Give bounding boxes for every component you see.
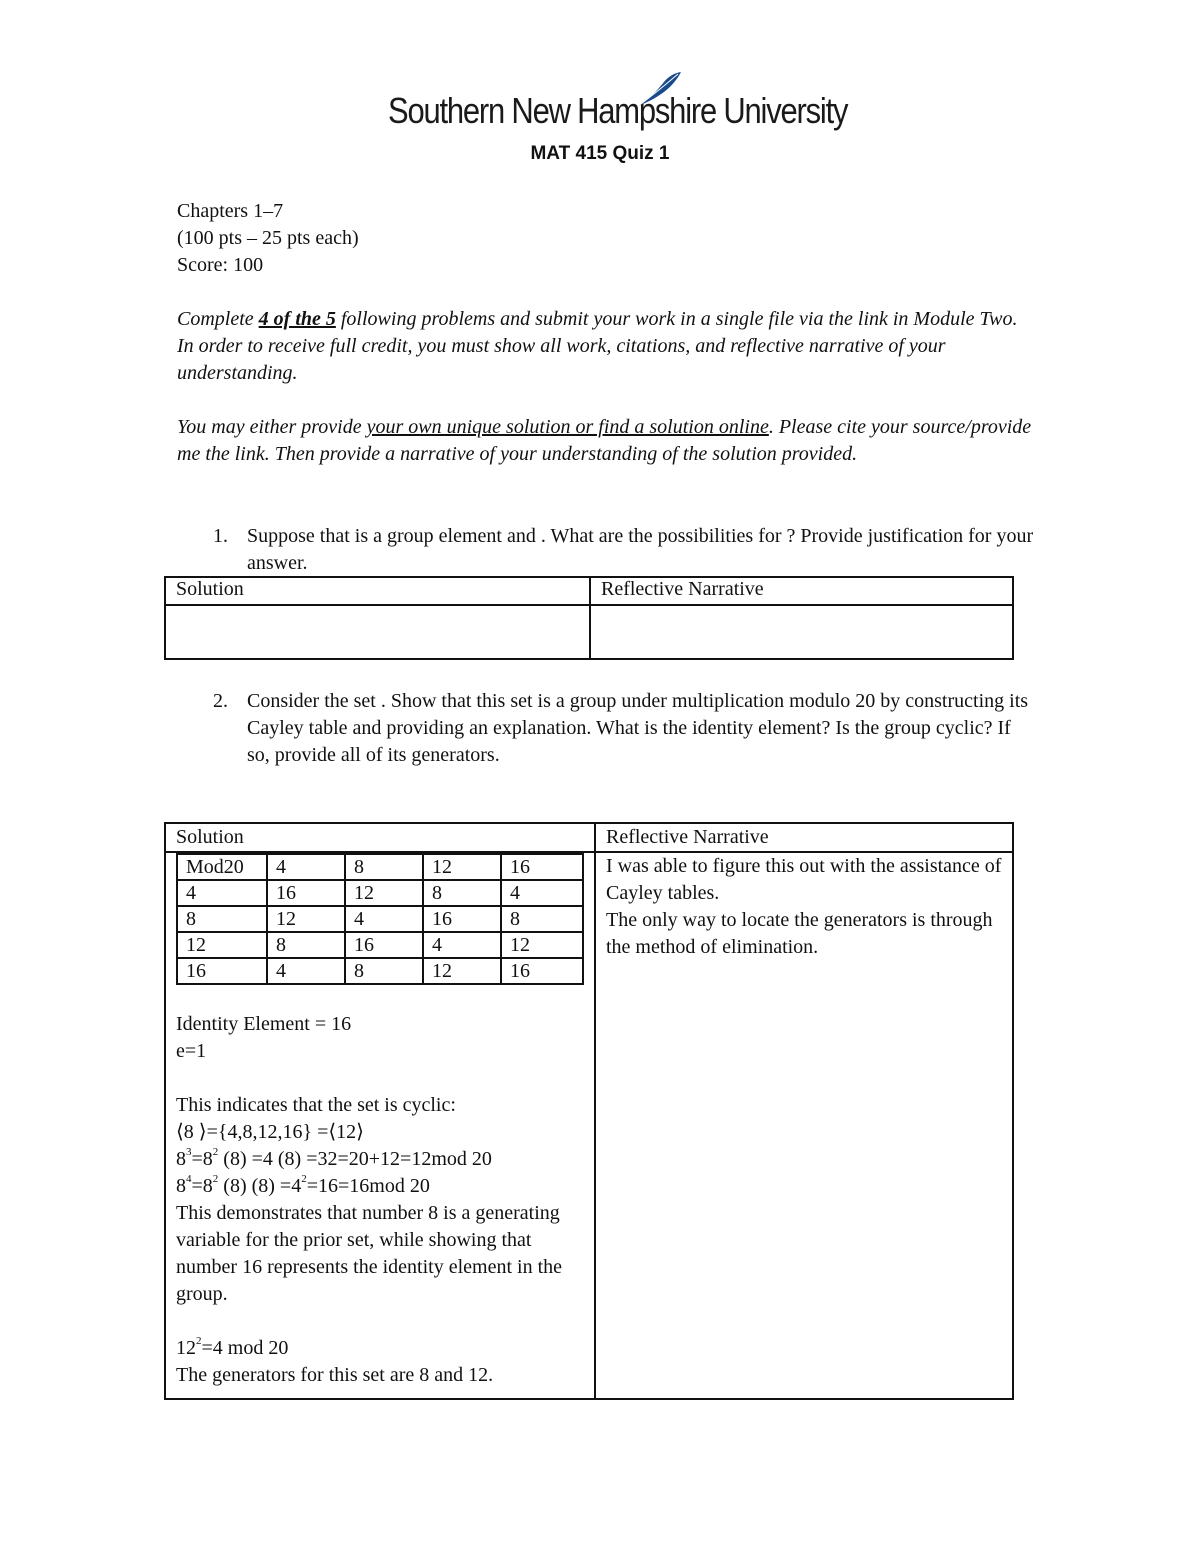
solution-header: Solution xyxy=(165,823,595,852)
table-cell: 4 xyxy=(423,932,501,958)
table-cell: 4 xyxy=(345,906,423,932)
e-line: e=1 xyxy=(176,1040,207,1062)
table-cell: 8 xyxy=(345,958,423,984)
question-2-answer-table xyxy=(164,822,1014,1400)
table-cell: 16 xyxy=(501,958,583,984)
table-cell: 16 xyxy=(423,906,501,932)
table-cell: 12 xyxy=(501,932,583,958)
question-2 xyxy=(177,688,1037,770)
table-cell: 4 xyxy=(177,880,267,906)
generators-line: The generators for this set are 8 and 12. xyxy=(176,1364,494,1386)
quiz-meta xyxy=(177,198,359,279)
question-1-answer-table xyxy=(164,576,1014,660)
narrative-text: I was able to figure this out with the assistance of Cayley tables. xyxy=(606,855,1002,904)
score-line: Score: 100 xyxy=(177,254,264,276)
table-cell: 12 xyxy=(423,854,501,880)
instructions-paragraph-1: Complete 4 of the 5 following problems and submit your work in a single file via the link in Module Two. In order to receive full credit, you must show all work, citations, and reflective narrative of your understanding. xyxy=(177,308,1018,384)
generated-set-line: ⟨8 ⟩={4,8,12,16} =⟨12⟩ xyxy=(176,1121,364,1143)
power-12-line: $12^2=4$ mod 20 xyxy=(176,1335,289,1359)
table-cell: 12 xyxy=(267,906,345,932)
narrative-header: Reflective Narrative xyxy=(590,577,1013,605)
university-logo xyxy=(388,70,848,140)
table-cell: 16 xyxy=(501,854,583,880)
table-row xyxy=(177,958,583,984)
instructions-paragraph-2: You may either provide your own unique solution or find a solution online. Please cite your source/provide me the link. Then provide a narrative of your understanding of the solution provided. xyxy=(177,416,1032,465)
table-cell: 8 xyxy=(423,880,501,906)
solution-explanation xyxy=(176,1011,584,1389)
question-1 xyxy=(177,523,1037,577)
table-cell: 12 xyxy=(177,932,267,958)
demonstration-text: This demonstrates that number 8 is a generating variable for the prior set, while showing that number 16 represents the identity element in the group. xyxy=(176,1202,562,1305)
table-cell: 12 xyxy=(345,880,423,906)
page-title: MAT 415 Quiz 1 xyxy=(530,143,670,164)
table-cell: Mod20 xyxy=(177,854,267,880)
power-4-line: $8^4=8^2$ (8) $(8) =4^2=16=16mod$ 20 xyxy=(176,1173,430,1197)
table-cell: 8 xyxy=(177,906,267,932)
table-cell: 16 xyxy=(267,880,345,906)
table-row xyxy=(177,906,583,932)
solution-cell xyxy=(165,605,590,659)
solution-cell xyxy=(165,852,595,1399)
chapters-line: Chapters 1–7 xyxy=(177,200,284,222)
narrative-text-2: The only way to locate the generators is through the method of elimination. xyxy=(606,909,993,958)
solution-option-emphasis: your own unique solution or find a solution online xyxy=(366,416,769,438)
narrative-cell xyxy=(590,605,1013,659)
table-cell: 8 xyxy=(501,906,583,932)
narrative-cell xyxy=(595,852,1013,1399)
feather-icon xyxy=(634,70,684,110)
table-cell: 16 xyxy=(345,932,423,958)
table-row xyxy=(177,854,583,880)
solution-header: Solution xyxy=(165,577,590,605)
table-row xyxy=(177,880,583,906)
question-number: 1. xyxy=(213,525,228,547)
cayley-table xyxy=(176,853,584,985)
table-cell: 4 xyxy=(267,958,345,984)
table-cell: 8 xyxy=(267,932,345,958)
table-cell: 16 xyxy=(177,958,267,984)
cyclic-line: This indicates that the set is cyclic: xyxy=(176,1094,456,1116)
points-line: (100 pts – 25 pts each) xyxy=(177,227,359,249)
power-3-line: $8^3=8^2$ (8) =4 (8) =32=20+12=12mod 20 xyxy=(176,1146,492,1170)
question-text: Suppose that is a group element and . What are the possibilities for ? Provide justification for your answer. xyxy=(247,525,1034,574)
question-text: Consider the set . Show that this set is a group under multiplication modulo 20 by constructing its Cayley table and providing an explanation. What is the identity element? Is the group cyclic? If so, provide all of its generators. xyxy=(247,690,1029,766)
table-cell: 12 xyxy=(423,958,501,984)
identity-line: Identity Element = 16 xyxy=(176,1013,352,1035)
table-row xyxy=(177,932,583,958)
logo-wordmark: Southern New Hampshire University xyxy=(388,90,848,131)
table-cell: 4 xyxy=(267,854,345,880)
narrative-header: Reflective Narrative xyxy=(595,823,1013,852)
problem-count-emphasis: 4 of the 5 xyxy=(258,308,336,330)
table-cell: 8 xyxy=(345,854,423,880)
question-number: 2. xyxy=(213,690,228,712)
table-cell: 4 xyxy=(501,880,583,906)
